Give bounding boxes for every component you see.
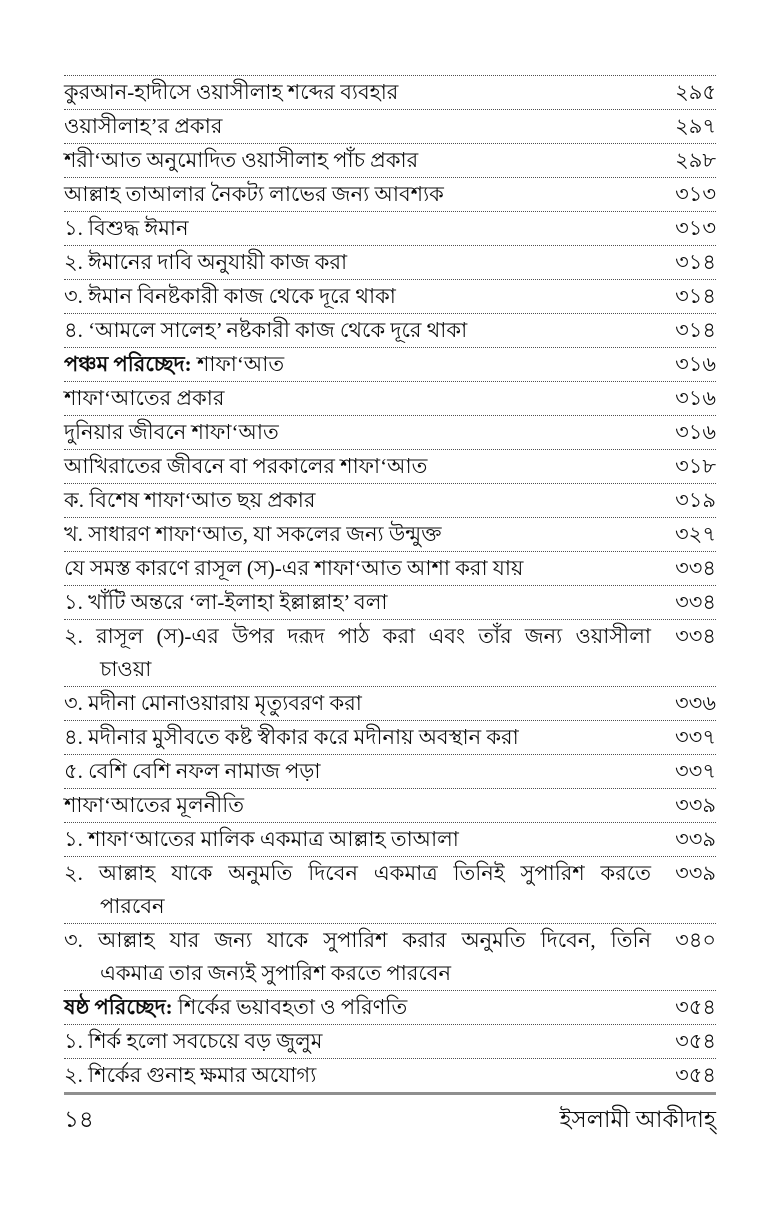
toc-entry-line: ৪. মদীনার মুসীবতে কষ্ট স্বীকার করে মদীনায় অবস্থান করা <box>64 725 519 749</box>
toc-entry-title <box>64 144 661 177</box>
toc-entry-line: ৩. মদীনা মোনাওয়ারায় মৃত্যুবরণ করা <box>64 691 362 715</box>
toc-entry-line: ১. শির্ক হলো সবচেয়ে বড় জুলুম <box>64 1029 323 1053</box>
toc-entry-title <box>64 212 661 245</box>
toc-entry-line: ৩. আল্লাহ যার জন্য যাকে সুপারিশ করার অনুমতি দিবেন, তিনি <box>64 928 651 952</box>
toc-row <box>64 212 716 246</box>
toc-entry-line: পারবেন <box>100 894 165 918</box>
toc-entry-line: আল্লাহ তাআলার নৈকট্য লাভের জন্য আবশ্যক <box>64 182 444 206</box>
toc-entry-title <box>64 246 661 279</box>
toc-entry-title <box>64 721 661 754</box>
toc-entry-title <box>64 348 661 381</box>
toc-entry-line: পঞ্চম পরিচ্ছেদ: শাফা‘আত <box>64 352 285 376</box>
toc-entry-title <box>64 518 661 551</box>
toc-row <box>64 246 716 280</box>
toc-entry-line: ৫. বেশি বেশি নফল নামাজ পড়া <box>64 759 321 783</box>
toc-entry-title <box>64 620 661 686</box>
toc-row <box>64 789 716 823</box>
toc-row <box>64 416 716 450</box>
toc-row <box>64 518 716 552</box>
toc-row <box>64 280 716 314</box>
toc-entry-title <box>64 991 661 1024</box>
toc-row <box>64 144 716 178</box>
toc-entry-page-number: ৩৩৯ <box>675 793 716 817</box>
toc-row <box>64 823 716 857</box>
toc-entry-page-number: ৩৩৭ <box>675 725 716 749</box>
toc-row <box>64 314 716 348</box>
toc-entry-line: শরী‘আত অনুমোদিত ওয়াসীলাহ পাঁচ প্রকার <box>64 148 419 172</box>
toc-row <box>64 991 716 1025</box>
toc-entry-title <box>64 178 661 211</box>
toc-entry-page-number: ৩৩৬ <box>675 691 716 715</box>
toc-row <box>64 110 716 144</box>
toc-row <box>64 552 716 586</box>
toc-entry-line: দুনিয়ার জীবনে শাফা‘আত <box>64 420 279 444</box>
toc-entry-line: যে সমস্ত কারণে রাসূল (স)-এর শাফা‘আত আশা করা যায় <box>64 556 524 580</box>
toc-row <box>64 348 716 382</box>
toc-entry-line: আখিরাতের জীবনে বা পরকালের শাফা‘আত <box>64 454 428 478</box>
toc-entry-line: ১. শাফা‘আতের মালিক একমাত্র আল্লাহ তাআলা <box>64 827 459 851</box>
toc-entry-page-number: ৩৩৯ <box>675 861 716 885</box>
toc-entry-title <box>64 586 661 619</box>
toc-entry-line: শাফা‘আতের প্রকার <box>64 386 225 410</box>
toc-entry-page-number: ৩১৪ <box>675 250 716 274</box>
footer-page-number: ১৪ <box>64 1107 94 1132</box>
toc-entry-page-number: ৩৫৪ <box>675 1063 716 1087</box>
toc-entry-line: চাওয়া <box>100 657 152 681</box>
toc-entry-page-number: ৩৩৪ <box>675 624 716 648</box>
table-of-contents <box>64 75 716 1095</box>
footer-book-title: ইসলামী আকীদাহ্ <box>559 1107 716 1132</box>
toc-entry-page-number: ৩২৭ <box>675 522 716 546</box>
toc-entry-page-number: ৩১৯ <box>675 488 716 512</box>
toc-entry-page-number: ৩৩৭ <box>675 759 716 783</box>
toc-entry-page-number: ২৯৫ <box>675 80 716 104</box>
toc-entry-title <box>64 1025 661 1058</box>
toc-entry-page-number: ৩৩৪ <box>675 556 716 580</box>
toc-entry-page-number: ৩৪০ <box>675 928 716 952</box>
toc-row <box>64 178 716 212</box>
toc-entry-line: ক. বিশেষ শাফা‘আত ছয় প্রকার <box>64 488 316 512</box>
toc-entry-title <box>64 76 661 109</box>
toc-entry-title <box>64 280 661 313</box>
toc-entry-title <box>64 789 661 822</box>
toc-entry-line: ১. খাঁটি অন্তরে ‘লা-ইলাহা ইল্লাল্লাহ’ বলা <box>64 590 388 614</box>
toc-entry-page-number: ৩১৬ <box>675 386 716 410</box>
toc-entry-title <box>64 382 661 415</box>
toc-entry-page-number: ৩৫৪ <box>675 995 716 1019</box>
toc-entry-title <box>64 823 661 856</box>
toc-row <box>64 484 716 518</box>
toc-entry-title <box>64 314 661 347</box>
toc-entry-line: ৪. ‘আমলে সালেহ’ নষ্টকারী কাজ থেকে দূরে থাকা <box>64 318 468 342</box>
toc-entry-page-number: ৩১৬ <box>675 420 716 444</box>
toc-entry-line: খ. সাধারণ শাফা‘আত, যা সকলের জন্য উন্মুক্ত <box>64 522 442 546</box>
toc-entry-title <box>64 1059 661 1092</box>
toc-row <box>64 1059 716 1092</box>
toc-entry-title <box>64 924 661 990</box>
toc-entry-line: ১. বিশুদ্ধ ঈমান <box>64 216 189 240</box>
toc-entry-title <box>64 416 661 449</box>
toc-entry-title <box>64 484 661 517</box>
toc-entry-page-number: ৩৩৯ <box>675 827 716 851</box>
toc-entry-line: ২. ঈমানের দাবি অনুযায়ী কাজ করা <box>64 250 348 274</box>
toc-entry-page-number: ৩১৮ <box>675 454 716 478</box>
toc-entry-page-number: ৩১৬ <box>675 352 716 376</box>
toc-row <box>64 382 716 416</box>
toc-row <box>64 586 716 620</box>
chapter-prefix: ষষ্ঠ পরিচ্ছেদ: <box>64 995 173 1019</box>
toc-entry-page-number: ৩১৩ <box>675 216 716 240</box>
toc-entry-page-number: ৩৩৪ <box>675 590 716 614</box>
toc-entry-page-number: ২৯৭ <box>675 114 716 138</box>
toc-row <box>64 620 716 687</box>
toc-entry-page-number: ৩৫৪ <box>675 1029 716 1053</box>
toc-entry-line: ষষ্ঠ পরিচ্ছেদ: শির্কের ভয়াবহতা ও পরিণতি <box>64 995 408 1019</box>
toc-row <box>64 1025 716 1059</box>
toc-row <box>64 924 716 991</box>
toc-entry-page-number: ৩১৪ <box>675 318 716 342</box>
toc-entry-line: ওয়াসীলাহ’র প্রকার <box>64 114 223 138</box>
toc-entry-page-number: ২৯৮ <box>675 148 716 172</box>
toc-entry-title <box>64 450 661 483</box>
toc-row <box>64 755 716 789</box>
toc-entry-line: ২. শির্কের গুনাহ ক্ষমার অযোগ্য <box>64 1063 317 1087</box>
toc-entry-title <box>64 687 661 720</box>
toc-entry-page-number: ৩১৪ <box>675 284 716 308</box>
toc-entry-title <box>64 110 661 143</box>
toc-entry-line: ৩. ঈমান বিনষ্টকারী কাজ থেকে দূরে থাকা <box>64 284 396 308</box>
toc-row <box>64 857 716 924</box>
toc-entry-line: ২. আল্লাহ যাকে অনুমতি দিবেন একমাত্র তিনিই সুপারিশ করতে <box>64 861 651 885</box>
toc-row <box>64 450 716 484</box>
toc-row <box>64 721 716 755</box>
chapter-prefix: পঞ্চম পরিচ্ছেদ: <box>64 352 192 376</box>
toc-entry-title <box>64 755 661 788</box>
toc-row <box>64 687 716 721</box>
toc-entry-title <box>64 552 661 585</box>
toc-entry-title <box>64 857 661 923</box>
toc-row <box>64 76 716 110</box>
toc-entry-line: কুরআন-হাদীসে ওয়াসীলাহ শব্দের ব্যবহার <box>64 80 399 104</box>
toc-entry-line: ২. রাসূল (স)-এর উপর দরূদ পাঠ করা এবং তাঁর জন্য ওয়াসীলা <box>64 624 651 648</box>
toc-entry-line: শাফা‘আতের মূলনীতি <box>64 793 245 817</box>
page-footer <box>64 1103 716 1137</box>
toc-entry-line: একমাত্র তার জন্যই সুপারিশ করতে পারবেন <box>100 961 452 985</box>
toc-entry-page-number: ৩১৩ <box>675 182 716 206</box>
